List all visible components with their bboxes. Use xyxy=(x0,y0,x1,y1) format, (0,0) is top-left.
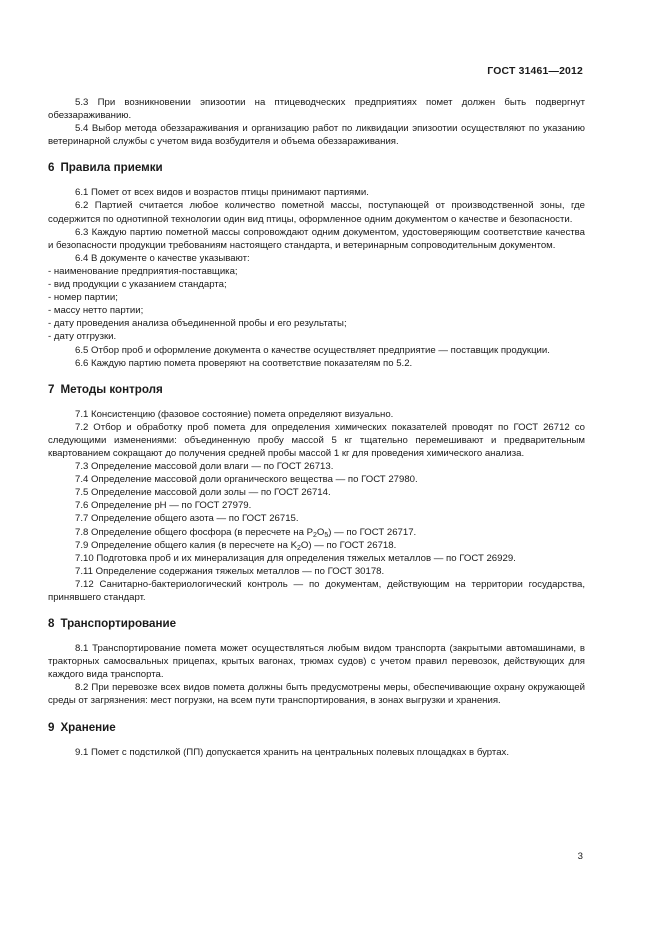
paragraph-6-5: 6.5 Отбор проб и оформление документа о качестве осуществляет предприятие — поставщик продукции. xyxy=(75,344,550,356)
page-number: 3 xyxy=(577,851,583,862)
paragraph-8-2: 8.2 При перевозке всех видов помета должны быть предусмотрены меры, обеспечивающие охрану окружающей среды от загрязнения: мест погрузки, на всем пути транспортирования, в зонах выгрузки и хранения. xyxy=(48,682,585,707)
paragraph-9-1: 9.1 Помет с подстилкой (ПП) допускается хранить на центральных полевых площадках в буртах. xyxy=(75,746,510,758)
paragraph-7-9-text-a: 7.9 Определение общего калия (в пересчете на K xyxy=(75,539,297,551)
section-9-title: Хранение xyxy=(60,720,116,734)
section-9-number: 9 xyxy=(48,720,55,734)
paragraph-6-3: 6.3 Каждую партию пометной массы сопровождают одним документом, удостоверяющим соответствие качества и безопасности продукции требованиям настоящего стандарта, и ветеринарным сопроводительным документом. xyxy=(48,226,585,251)
paragraph-7-1: 7.1 Консистенцию (фазовое состояние) помета определяют визуально. xyxy=(75,408,394,420)
paragraph-6-4: 6.4 В документе о качестве указывают: xyxy=(75,252,250,264)
paragraph-6-1: 6.1 Помет от всех видов и возрастов птицы принимают партиями. xyxy=(75,187,369,199)
section-6-title: Правила приемки xyxy=(60,161,163,175)
section-6-number: 6 xyxy=(48,161,55,175)
paragraph-8-1: 8.1 Транспортирование помета может осуществляться любым видом транспорта (закрытыми автомашинами, в тракторных самосвальных прицепах, крытых вагонах, трюмах судов) с учетом правил перевозок, действующих для каждого вида транспорта. xyxy=(48,643,585,681)
paragraph-7-8 xyxy=(48,526,585,539)
subscript: 2 xyxy=(296,544,301,552)
section-8-heading xyxy=(48,617,585,631)
paragraph-5-3: 5.3 При возникновении эпизоотии на птицеводческих предприятиях помет должен быть подвергнут обеззараживанию. xyxy=(48,97,585,122)
section-6-heading xyxy=(48,161,585,175)
paragraph-7-12: 7.12 Санитарно-бактериологический контроль — по документам, действующим на территории государства, принявшего стандарт. xyxy=(48,578,585,603)
subscript: 5 xyxy=(324,531,329,539)
list-item: - вид продукции с указанием стандарта; xyxy=(48,279,227,291)
paragraph-7-8-text-a: 7.8 Определение общего фосфора (в пересчете на P xyxy=(75,526,314,538)
paragraph-7-9 xyxy=(48,539,585,552)
section-7-title: Методы контроля xyxy=(60,382,163,396)
section-8-number: 8 xyxy=(48,617,55,631)
list-item: - номер партии; xyxy=(48,292,118,304)
paragraph-7-8-text-c: ) — по ГОСТ 26717. xyxy=(328,526,417,538)
list-item: - наименование предприятия-поставщика; xyxy=(48,265,238,277)
document-code: ГОСТ 31461—2012 xyxy=(487,66,583,77)
section-7-heading xyxy=(48,383,585,397)
paragraph-7-2: 7.2 Отбор и обработку проб помета для определения химических показателей проводят по ГОСТ 26712 со следующими изменениями: объединенную пробу массой 5 кг тщательно перемешивают и предварительным квартованием сокращают до получения средней пробы массой 1 кг для проведения химического анализа. xyxy=(48,421,585,459)
paragraph-6-6: 6.6 Каждую партию помета проверяют на соответствие показателям по 5.2. xyxy=(75,357,413,369)
list-item: - массу нетто партии; xyxy=(48,305,144,317)
section-7-number: 7 xyxy=(48,382,55,396)
paragraph-7-9-text-b: O) — по ГОСТ 26718. xyxy=(300,539,397,551)
paragraph-5-4: 5.4 Выбор метода обеззараживания и организацию работ по ликвидации эпизоотии осуществляют по указанию ветеринарной службы с учетом вида возбудителя и объема обеззараживания. xyxy=(48,123,585,148)
paragraph-7-3: 7.3 Определение массовой доли влаги — по ГОСТ 26713. xyxy=(75,461,334,473)
paragraph-7-7: 7.7 Определение общего азота — по ГОСТ 26715. xyxy=(75,513,299,525)
paragraph-7-10: 7.10 Подготовка проб и их минерализация для определения тяжелых металлов — по ГОСТ 26929. xyxy=(75,552,516,564)
subscript: 2 xyxy=(313,531,317,539)
paragraph-7-5: 7.5 Определение массовой доли золы — по ГОСТ 26714. xyxy=(75,487,331,499)
paragraph-7-4: 7.4 Определение массовой доли органического вещества — по ГОСТ 27980. xyxy=(75,474,418,486)
paragraph-6-2: 6.2 Партией считается любое количество пометной массы, поступающей от производственной зоны, где содержится по однотипной технологии один вид птицы, оформленное одним документом о качестве и безопасности. xyxy=(48,200,585,225)
paragraph-7-8-text-b: O xyxy=(316,526,325,538)
section-9-heading xyxy=(48,721,585,735)
paragraph-7-6: 7.6 Определение рН — по ГОСТ 27979. xyxy=(75,500,252,512)
paragraph-7-11: 7.11 Определение содержания тяжелых металлов — по ГОСТ 30178. xyxy=(75,565,385,577)
list-item: - дату отгрузки. xyxy=(48,331,117,343)
section-8-title: Транспортирование xyxy=(60,617,177,631)
page-content xyxy=(48,96,585,759)
list-item: - дату проведения анализа объединенной пробы и его результаты; xyxy=(48,318,347,330)
